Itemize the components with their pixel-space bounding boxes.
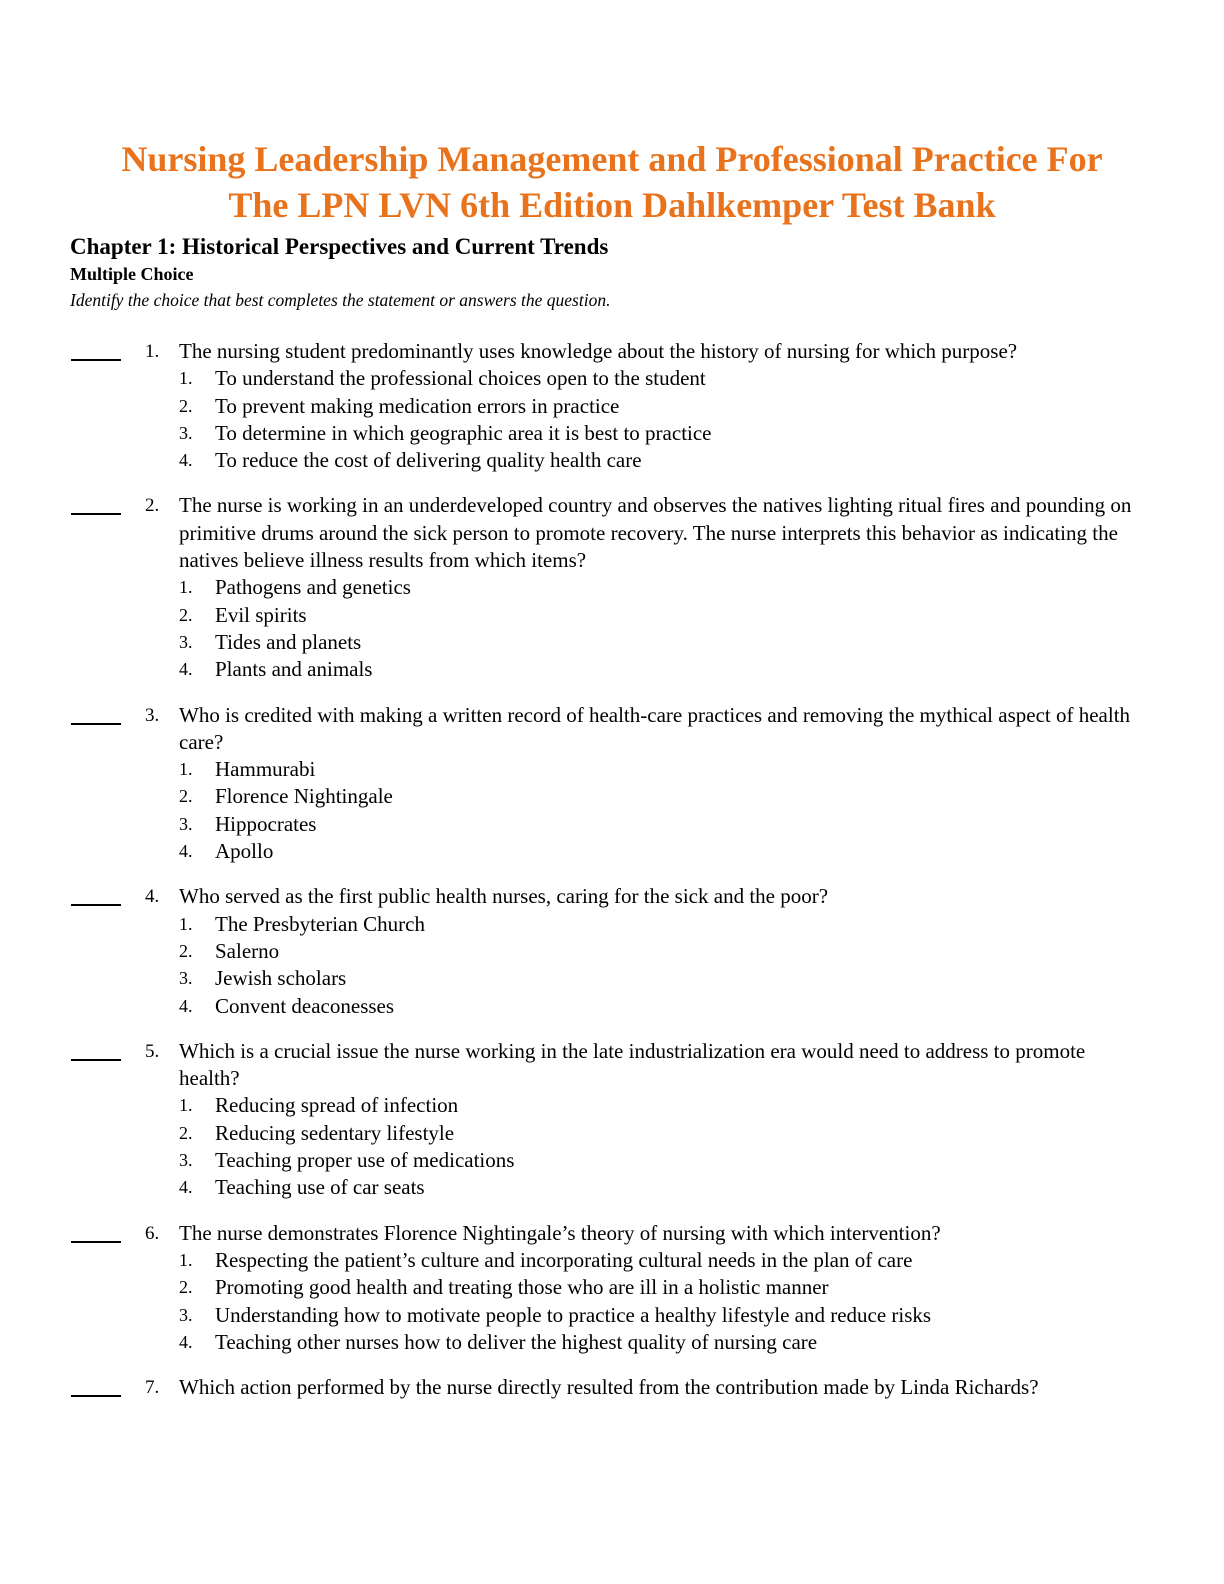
question-list (0, 338, 1224, 1401)
question-stem: Who is credited with making a written record of health-care practices and removing the mythical aspect of health care? (179, 702, 1131, 754)
question-stem: The nursing student predominantly uses knowledge about the history of nursing for which purpose? (179, 339, 1018, 363)
option-list (179, 365, 979, 474)
option-item (179, 811, 979, 838)
question-4 (0, 883, 1224, 1019)
option-item (179, 602, 979, 629)
option-number: 3. (179, 968, 193, 989)
option-list (179, 574, 979, 683)
option-text: Teaching use of car seats (215, 1175, 425, 1200)
question-stem: Which is a crucial issue the nurse working in the late industrialization era would need to address to promote health? (179, 1038, 1086, 1091)
option-item (179, 393, 979, 420)
option-item (179, 993, 979, 1020)
document-title (40, 136, 1184, 228)
option-text: Promoting good health and treating those who are ill in a holistic manner (215, 1275, 829, 1300)
option-text: Respecting the patient’s culture and incorporating cultural needs in the plan of care (215, 1247, 913, 1272)
option-list (179, 1247, 979, 1356)
option-list (179, 1092, 979, 1201)
question-7 (0, 1374, 1224, 1401)
option-text: Teaching other nurses how to deliver the highest quality of nursing care (215, 1329, 818, 1354)
option-number: 2. (179, 604, 193, 625)
answer-blank[interactable] (71, 348, 121, 361)
option-number: 4. (179, 1177, 193, 1198)
option-text: To understand the professional choices open to the student (215, 366, 706, 391)
option-list (179, 911, 979, 1020)
option-item (179, 1274, 979, 1301)
option-number: 1. (179, 759, 193, 780)
option-text: The Presbyterian Church (215, 911, 425, 936)
option-item (179, 574, 979, 601)
option-number: 3. (179, 1150, 193, 1171)
option-number: 3. (179, 422, 193, 443)
option-number: 2. (179, 1122, 193, 1143)
option-item (179, 938, 979, 965)
question-stem: Which action performed by the nurse directly resulted from the contribution made by Linda Richards? (179, 1375, 1039, 1400)
option-text: Understanding how to motivate people to practice a healthy lifestyle and reduce risks (215, 1302, 932, 1327)
option-text: Teaching proper use of medications (215, 1148, 515, 1173)
option-number: 4. (179, 995, 193, 1016)
option-text: Reducing sedentary lifestyle (215, 1120, 455, 1145)
option-number: 3. (179, 631, 193, 652)
option-number: 1. (179, 913, 193, 934)
option-number: 2. (179, 940, 193, 961)
option-item (179, 1329, 979, 1356)
answer-blank[interactable] (71, 893, 121, 906)
option-text: Hammurabi (215, 757, 316, 782)
option-number: 1. (179, 1249, 193, 1270)
option-item (179, 420, 979, 447)
question-number: 2. (145, 495, 160, 517)
question-3 (0, 702, 1224, 866)
option-number: 1. (179, 368, 193, 389)
option-item (179, 1302, 965, 1329)
option-list (179, 756, 979, 865)
option-item (179, 1174, 979, 1201)
option-text: Plants and animals (215, 657, 373, 682)
option-text: Pathogens and genetics (215, 575, 411, 600)
option-item (179, 447, 979, 474)
answer-blank[interactable] (71, 1384, 121, 1397)
question-stem: Who served as the first public health nurses, caring for the sick and the poor? (179, 884, 829, 909)
question-number: 1. (145, 341, 160, 362)
question-6 (0, 1220, 1224, 1356)
question-stem: The nurse is working in an underdeveloped country and observes the natives lighting ritual fires and pounding on primitive drums around the sick person to promote recovery. The nurse interprets this behavior as indicating the natives believe illness results from which items? (179, 493, 1132, 573)
question-number: 7. (145, 1377, 160, 1399)
option-number: 4. (179, 450, 193, 471)
option-text: Evil spirits (215, 602, 307, 627)
option-text: Hippocrates (215, 811, 317, 836)
question-number: 4. (145, 886, 160, 908)
question-2 (0, 492, 1224, 683)
section-label: Multiple Choice (70, 264, 194, 284)
option-item (179, 365, 979, 392)
question-5 (0, 1038, 1224, 1202)
answer-blank[interactable] (71, 502, 121, 515)
option-item (179, 911, 979, 938)
option-number: 3. (179, 813, 193, 834)
option-item (179, 965, 979, 992)
question-number: 5. (145, 1040, 160, 1062)
option-item (179, 1147, 979, 1174)
option-number: 2. (179, 786, 193, 807)
question-number: 3. (145, 704, 160, 726)
option-number: 1. (179, 1095, 193, 1116)
chapter-title: Chapter 1: Historical Perspectives and Current Trends (70, 234, 609, 259)
answer-blank[interactable] (71, 1230, 121, 1243)
title-line-1: Nursing Leadership Management and Professional Practice For (121, 139, 1103, 179)
option-text: Florence Nightingale (215, 784, 393, 809)
option-item (179, 756, 979, 783)
option-text: To reduce the cost of delivering quality health care (215, 448, 642, 473)
option-number: 3. (179, 1304, 193, 1325)
option-text: Convent deaconesses (215, 993, 395, 1018)
option-text: Apollo (215, 839, 274, 864)
question-number: 6. (145, 1222, 160, 1244)
option-number: 2. (179, 395, 193, 416)
option-item (179, 1247, 979, 1274)
option-item (179, 838, 979, 865)
question-1 (0, 338, 1224, 474)
option-text: Jewish scholars (215, 966, 347, 991)
option-text: To prevent making medication errors in practice (215, 393, 620, 418)
option-text: Tides and planets (215, 629, 362, 654)
option-text: To determine in which geographic area it is best to practice (215, 420, 712, 445)
answer-blank[interactable] (71, 1048, 121, 1061)
title-line-2: The LPN LVN 6th Edition Dahlkemper Test Bank (228, 185, 996, 225)
option-item (179, 656, 979, 683)
option-text: Salerno (215, 938, 280, 963)
option-number: 2. (179, 1277, 193, 1298)
question-stem: The nurse demonstrates Florence Nightingale’s theory of nursing with which intervention? (179, 1220, 941, 1245)
option-number: 4. (179, 841, 193, 862)
option-item (179, 1092, 979, 1119)
answer-blank[interactable] (71, 712, 121, 725)
instructions: Identify the choice that best completes the statement or answers the question. (70, 290, 611, 310)
option-number: 1. (179, 577, 193, 598)
option-item (179, 1120, 979, 1147)
option-text: Reducing spread of infection (215, 1093, 459, 1118)
option-number: 4. (179, 1331, 193, 1352)
option-item (179, 783, 979, 810)
option-item (179, 629, 979, 656)
option-number: 4. (179, 659, 193, 680)
